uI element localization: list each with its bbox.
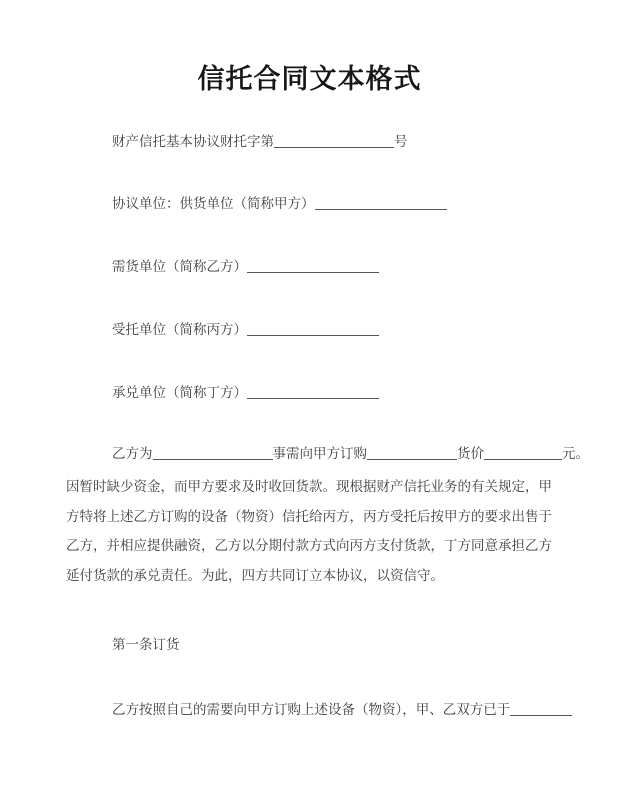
- paragraph-line-4: 延付货款的承兑责任。为此，四方共同订立本协议，以资信守。: [66, 567, 444, 583]
- clause-one-text-line: [112, 698, 572, 718]
- party-row-supplier: [112, 194, 447, 214]
- party-label-trustee: 受托单位（简称丙方）: [112, 322, 247, 337]
- paragraph-line-2: 方特将上述乙方订购的设备（物资）信托给丙方，丙方受托后按甲方的要求出售于: [66, 508, 552, 524]
- party-label-supplier: 协议单位：供货单位（简称甲方）: [112, 196, 315, 211]
- clause-one-text: 乙方按照自己的需要向甲方订购上述设备（物资），甲、乙双方已于: [112, 702, 511, 717]
- order-seg-price: 货价: [457, 446, 484, 461]
- order-seg-unit: 元。: [562, 446, 589, 461]
- party-row-trustee: [112, 320, 379, 340]
- agreement-number-suffix: 号: [394, 134, 408, 149]
- agreement-body-paragraph: [66, 472, 558, 590]
- party-blank-trustee[interactable]: [247, 322, 379, 336]
- page-title: 信托合同文本格式: [197, 64, 422, 94]
- paragraph-line-3: 乙方，并相应提供融资，乙方以分期付款方式向丙方支付货款，丁方同意承担乙方: [66, 538, 552, 553]
- party-label-buyer: 需货单位（简称乙方）: [112, 259, 247, 274]
- party-blank-acceptor[interactable]: [247, 385, 379, 399]
- clause-one-date-blank[interactable]: [510, 702, 572, 716]
- agreement-number-prefix: 财产信托基本协议财托字第: [112, 134, 274, 149]
- order-blank-equipment[interactable]: [367, 446, 457, 460]
- party-blank-buyer[interactable]: [247, 259, 379, 273]
- party-blank-supplier[interactable]: [315, 196, 447, 210]
- agreement-number-blank[interactable]: [274, 134, 394, 148]
- order-summary-line: [112, 444, 589, 464]
- order-blank-amount[interactable]: [484, 446, 562, 460]
- order-blank-purpose[interactable]: [153, 446, 273, 460]
- party-row-acceptor: [112, 383, 379, 403]
- party-label-acceptor: 承兑单位（简称丁方）: [112, 385, 247, 400]
- paragraph-line-1: 因暂时缺少资金，而甲方要求及时收回货款。现根据财产信托业务的有关规定，甲: [66, 479, 552, 494]
- order-seg-purchase: 事需向甲方订购: [272, 446, 367, 461]
- section-heading-clause-one: 第一条订货: [112, 637, 180, 652]
- agreement-number-line: [112, 132, 408, 152]
- party-row-buyer: [112, 257, 379, 277]
- order-seg-buyer: 乙方为: [112, 446, 153, 461]
